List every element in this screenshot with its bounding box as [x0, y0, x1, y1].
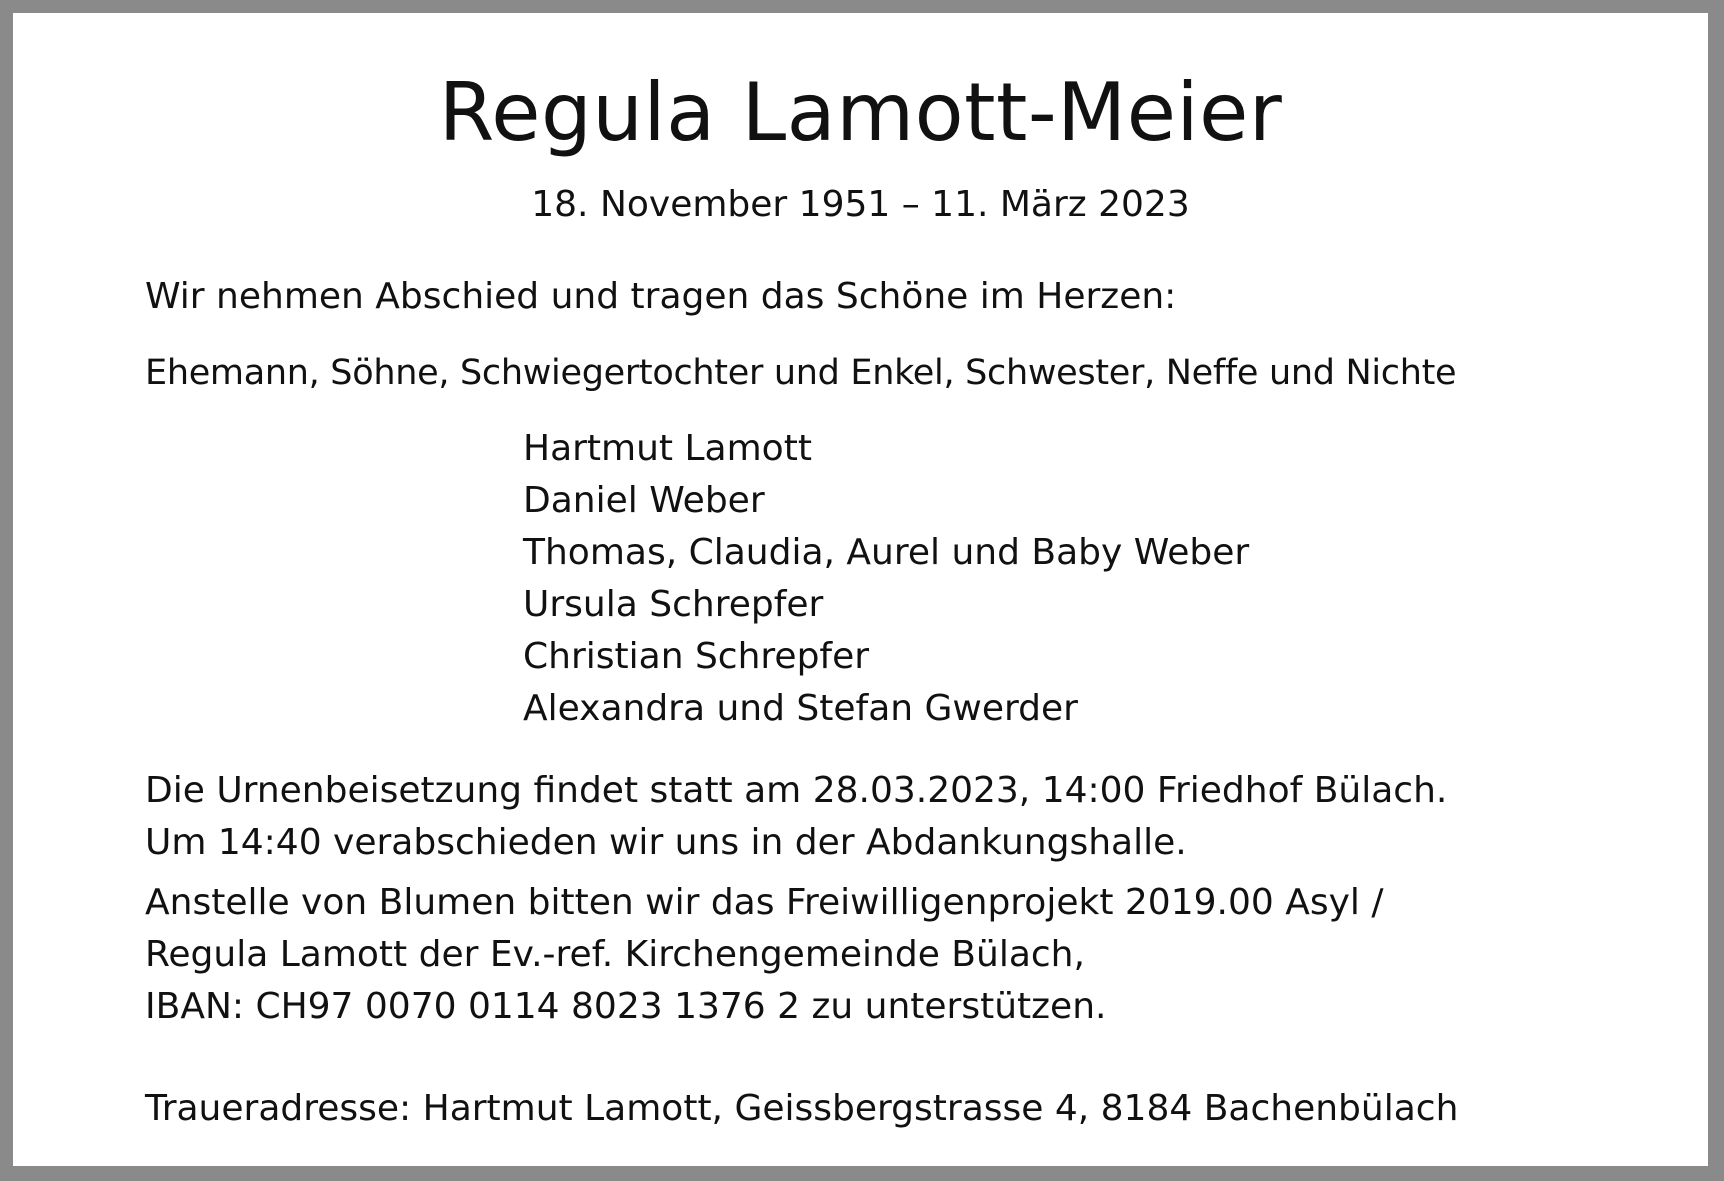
life-dates: 18. November 1951 – 11. März 2023: [531, 184, 1190, 225]
obituary-notice: [13, 13, 1708, 1166]
family-name: Ursula Schrepfer: [523, 584, 824, 625]
funeral-info: [145, 765, 1447, 869]
farewell-intro: Wir nehmen Abschied und tragen das Schöne im Herzen:: [145, 276, 1177, 317]
mourning-address: Traueradresse: Hartmut Lamott, Geissbergstrasse 4, 8184 Bachenbülach: [145, 1088, 1459, 1129]
family-name: Thomas, Claudia, Aurel und Baby Weber: [523, 532, 1250, 573]
funeral-line: Um 14:40 verabschieden wir uns in der Abdankungshalle.: [145, 822, 1187, 863]
funeral-line: Die Urnenbeisetzung findet statt am 28.03.2023, 14:00 Friedhof Bülach.: [145, 770, 1448, 811]
relatives-line: Ehemann, Söhne, Schwiegertochter und Enkel, Schwester, Neffe und Nichte: [145, 353, 1457, 393]
family-name: Hartmut Lamott: [523, 428, 812, 469]
donation-info: [145, 877, 1383, 1033]
donation-line: IBAN: CH97 0070 0114 8023 1376 2 zu unterstützen.: [145, 986, 1107, 1027]
donation-line: Anstelle von Blumen bitten wir das Freiwilligenprojekt 2019.00 Asyl /: [145, 882, 1384, 923]
deceased-name: Regula Lamott-Meier: [438, 66, 1283, 159]
family-names-list: [523, 423, 1249, 735]
family-name: Alexandra und Stefan Gwerder: [523, 688, 1078, 729]
donation-line: Regula Lamott der Ev.-ref. Kirchengemeinde Bülach,: [145, 934, 1085, 975]
family-name: Christian Schrepfer: [523, 636, 870, 677]
family-name: Daniel Weber: [523, 480, 765, 521]
